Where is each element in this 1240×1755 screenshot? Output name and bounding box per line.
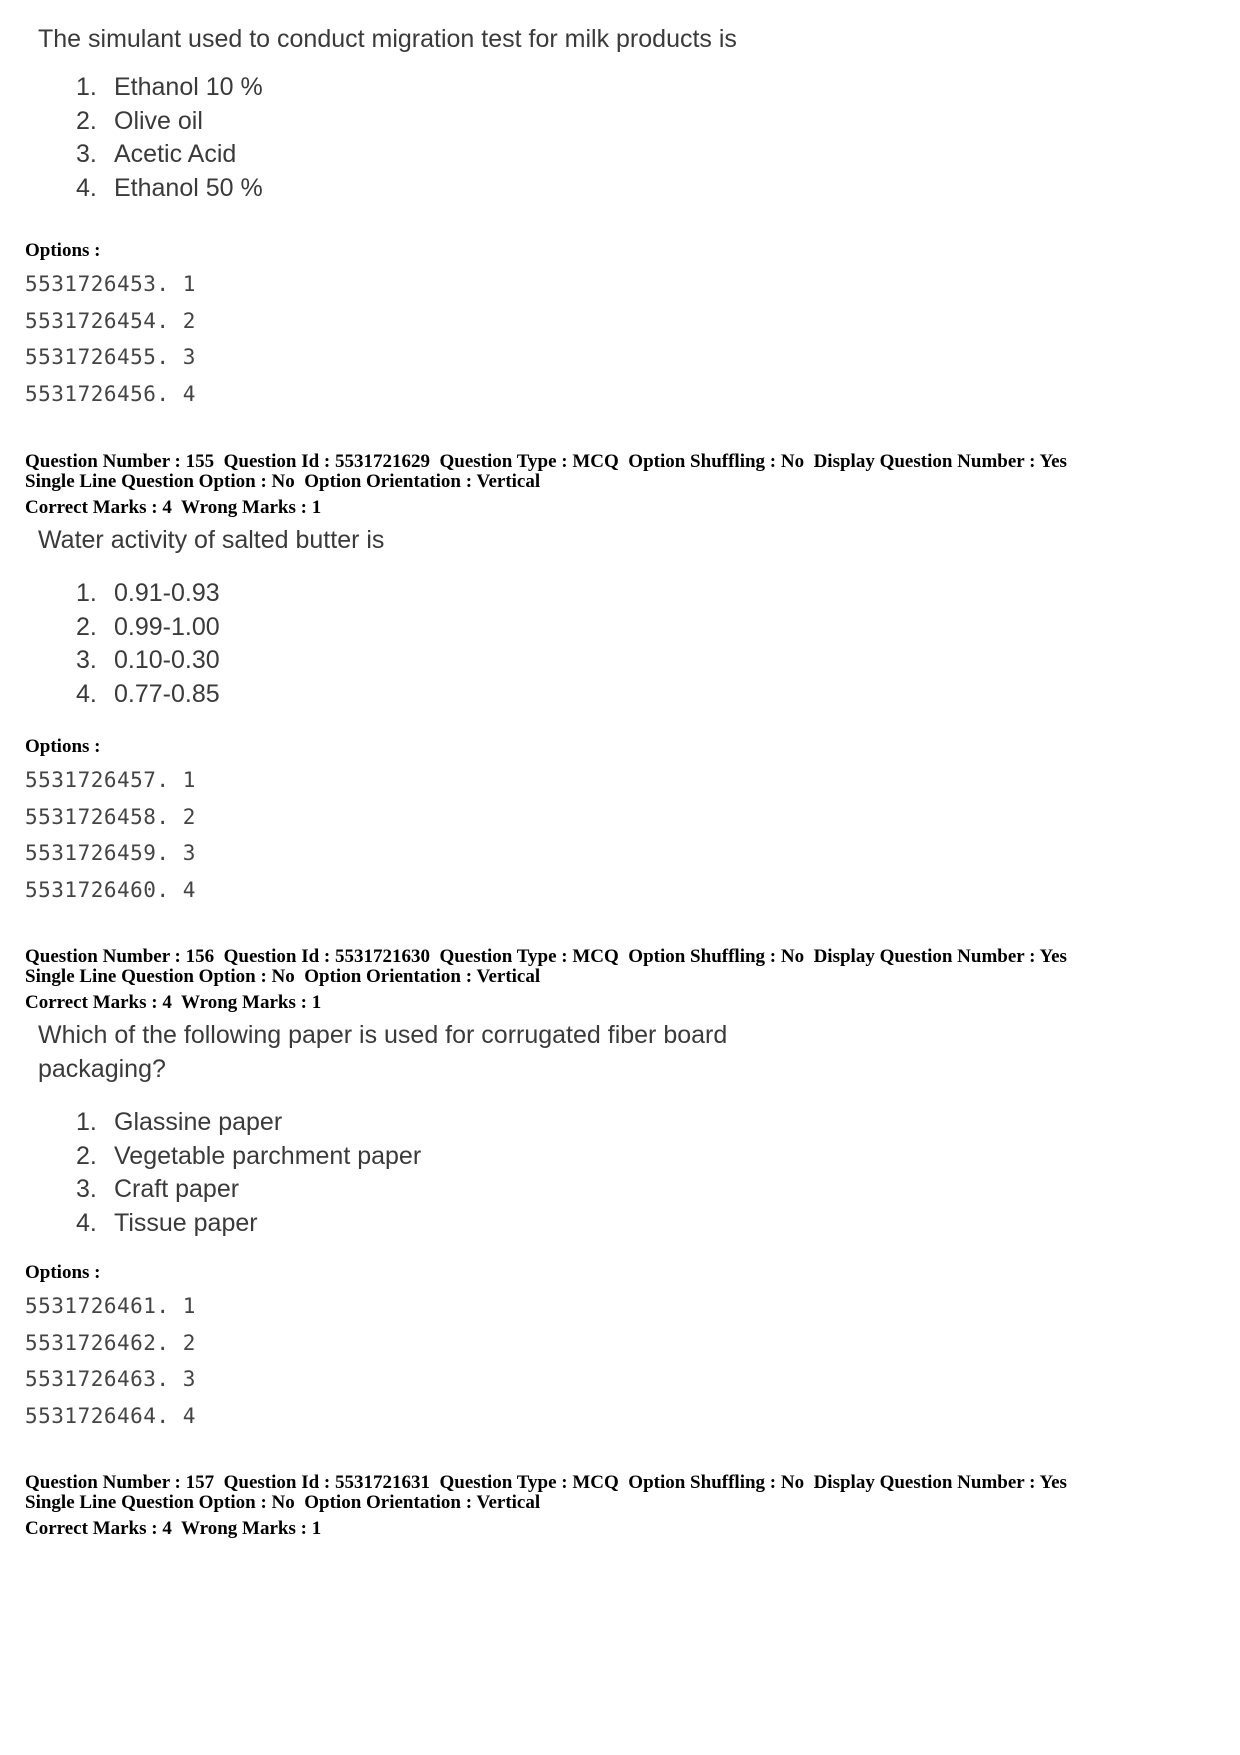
choice-item: 2. Olive oil bbox=[76, 106, 203, 135]
options-list bbox=[25, 266, 196, 412]
option-id: 5531726456. 4 bbox=[25, 381, 196, 406]
question-image-154 bbox=[38, 22, 737, 205]
question-stem-line: packaging? bbox=[38, 1055, 166, 1083]
options-section-154 bbox=[25, 240, 196, 412]
option-id: 5531726453. 1 bbox=[25, 272, 196, 296]
question-image-155 bbox=[38, 523, 384, 711]
option-id: 5531726454. 2 bbox=[25, 308, 196, 333]
options-title: Options : bbox=[25, 240, 101, 261]
option-id: 5531726460. 4 bbox=[25, 877, 196, 902]
option-id: 5531726464. 4 bbox=[25, 1403, 196, 1428]
choice-item: 4. Ethanol 50 % bbox=[76, 173, 263, 202]
choice-item: 1. 0.91-0.93 bbox=[76, 579, 220, 607]
options-section-155 bbox=[25, 736, 196, 908]
question-image-156 bbox=[38, 1018, 727, 1240]
option-id: 5531726463. 3 bbox=[25, 1367, 196, 1391]
question-stem bbox=[38, 1018, 727, 1086]
options-section-156 bbox=[25, 1262, 196, 1434]
options-title: Options : bbox=[25, 1262, 101, 1283]
meta-line: Single Line Question Option : No Option Orientation : Vertical bbox=[25, 966, 541, 987]
choice-item: 2. 0.99-1.00 bbox=[76, 612, 220, 641]
question-stem-line: Water activity of salted butter is bbox=[38, 526, 385, 554]
choice-item: 1. Glassine paper bbox=[76, 1108, 283, 1136]
options-list bbox=[25, 762, 196, 908]
option-id: 5531726461. 1 bbox=[25, 1294, 196, 1318]
marks-line: Correct Marks : 4 Wrong Marks : 1 bbox=[25, 1518, 322, 1539]
question-stem-line: Which of the following paper is used for corrugated fiber board bbox=[38, 1021, 728, 1049]
question-meta-156 bbox=[25, 947, 1067, 1013]
meta-line: Question Number : 157 Question Id : 5531721631 Question Type : MCQ Option Shuffling : No Display Question Number : Yes bbox=[25, 1472, 1067, 1493]
question-choices bbox=[38, 577, 384, 711]
question-stem bbox=[38, 523, 384, 557]
question-meta-157 bbox=[25, 1473, 1067, 1539]
question-meta-155 bbox=[25, 452, 1067, 518]
option-id: 5531726459. 3 bbox=[25, 841, 196, 865]
option-id: 5531726462. 2 bbox=[25, 1330, 196, 1355]
question-stem-line: The simulant used to conduct migration test for milk products is bbox=[38, 25, 737, 53]
choice-item: 2. Vegetable parchment paper bbox=[76, 1141, 422, 1170]
option-id: 5531726455. 3 bbox=[25, 345, 196, 369]
choice-item: 3. Craft paper bbox=[76, 1175, 240, 1203]
choice-item: 3. 0.10-0.30 bbox=[76, 646, 220, 674]
option-id: 5531726457. 1 bbox=[25, 768, 196, 792]
choice-item: 4. 0.77-0.85 bbox=[76, 679, 220, 708]
meta-line: Question Number : 155 Question Id : 5531721629 Question Type : MCQ Option Shuffling : No Display Question Number : Yes bbox=[25, 451, 1067, 472]
options-title: Options : bbox=[25, 736, 101, 757]
question-choices bbox=[38, 71, 737, 205]
meta-line: Single Line Question Option : No Option Orientation : Vertical bbox=[25, 1492, 541, 1513]
choice-item: 4. Tissue paper bbox=[76, 1208, 258, 1237]
option-id: 5531726458. 2 bbox=[25, 804, 196, 829]
question-stem bbox=[38, 22, 737, 56]
options-list bbox=[25, 1288, 196, 1434]
meta-line: Single Line Question Option : No Option Orientation : Vertical bbox=[25, 471, 541, 492]
question-choices bbox=[38, 1106, 727, 1240]
meta-line: Question Number : 156 Question Id : 5531721630 Question Type : MCQ Option Shuffling : No Display Question Number : Yes bbox=[25, 946, 1067, 967]
choice-item: 3. Acetic Acid bbox=[76, 140, 237, 168]
marks-line: Correct Marks : 4 Wrong Marks : 1 bbox=[25, 992, 322, 1013]
marks-line: Correct Marks : 4 Wrong Marks : 1 bbox=[25, 497, 322, 518]
choice-item: 1. Ethanol 10 % bbox=[76, 73, 263, 101]
